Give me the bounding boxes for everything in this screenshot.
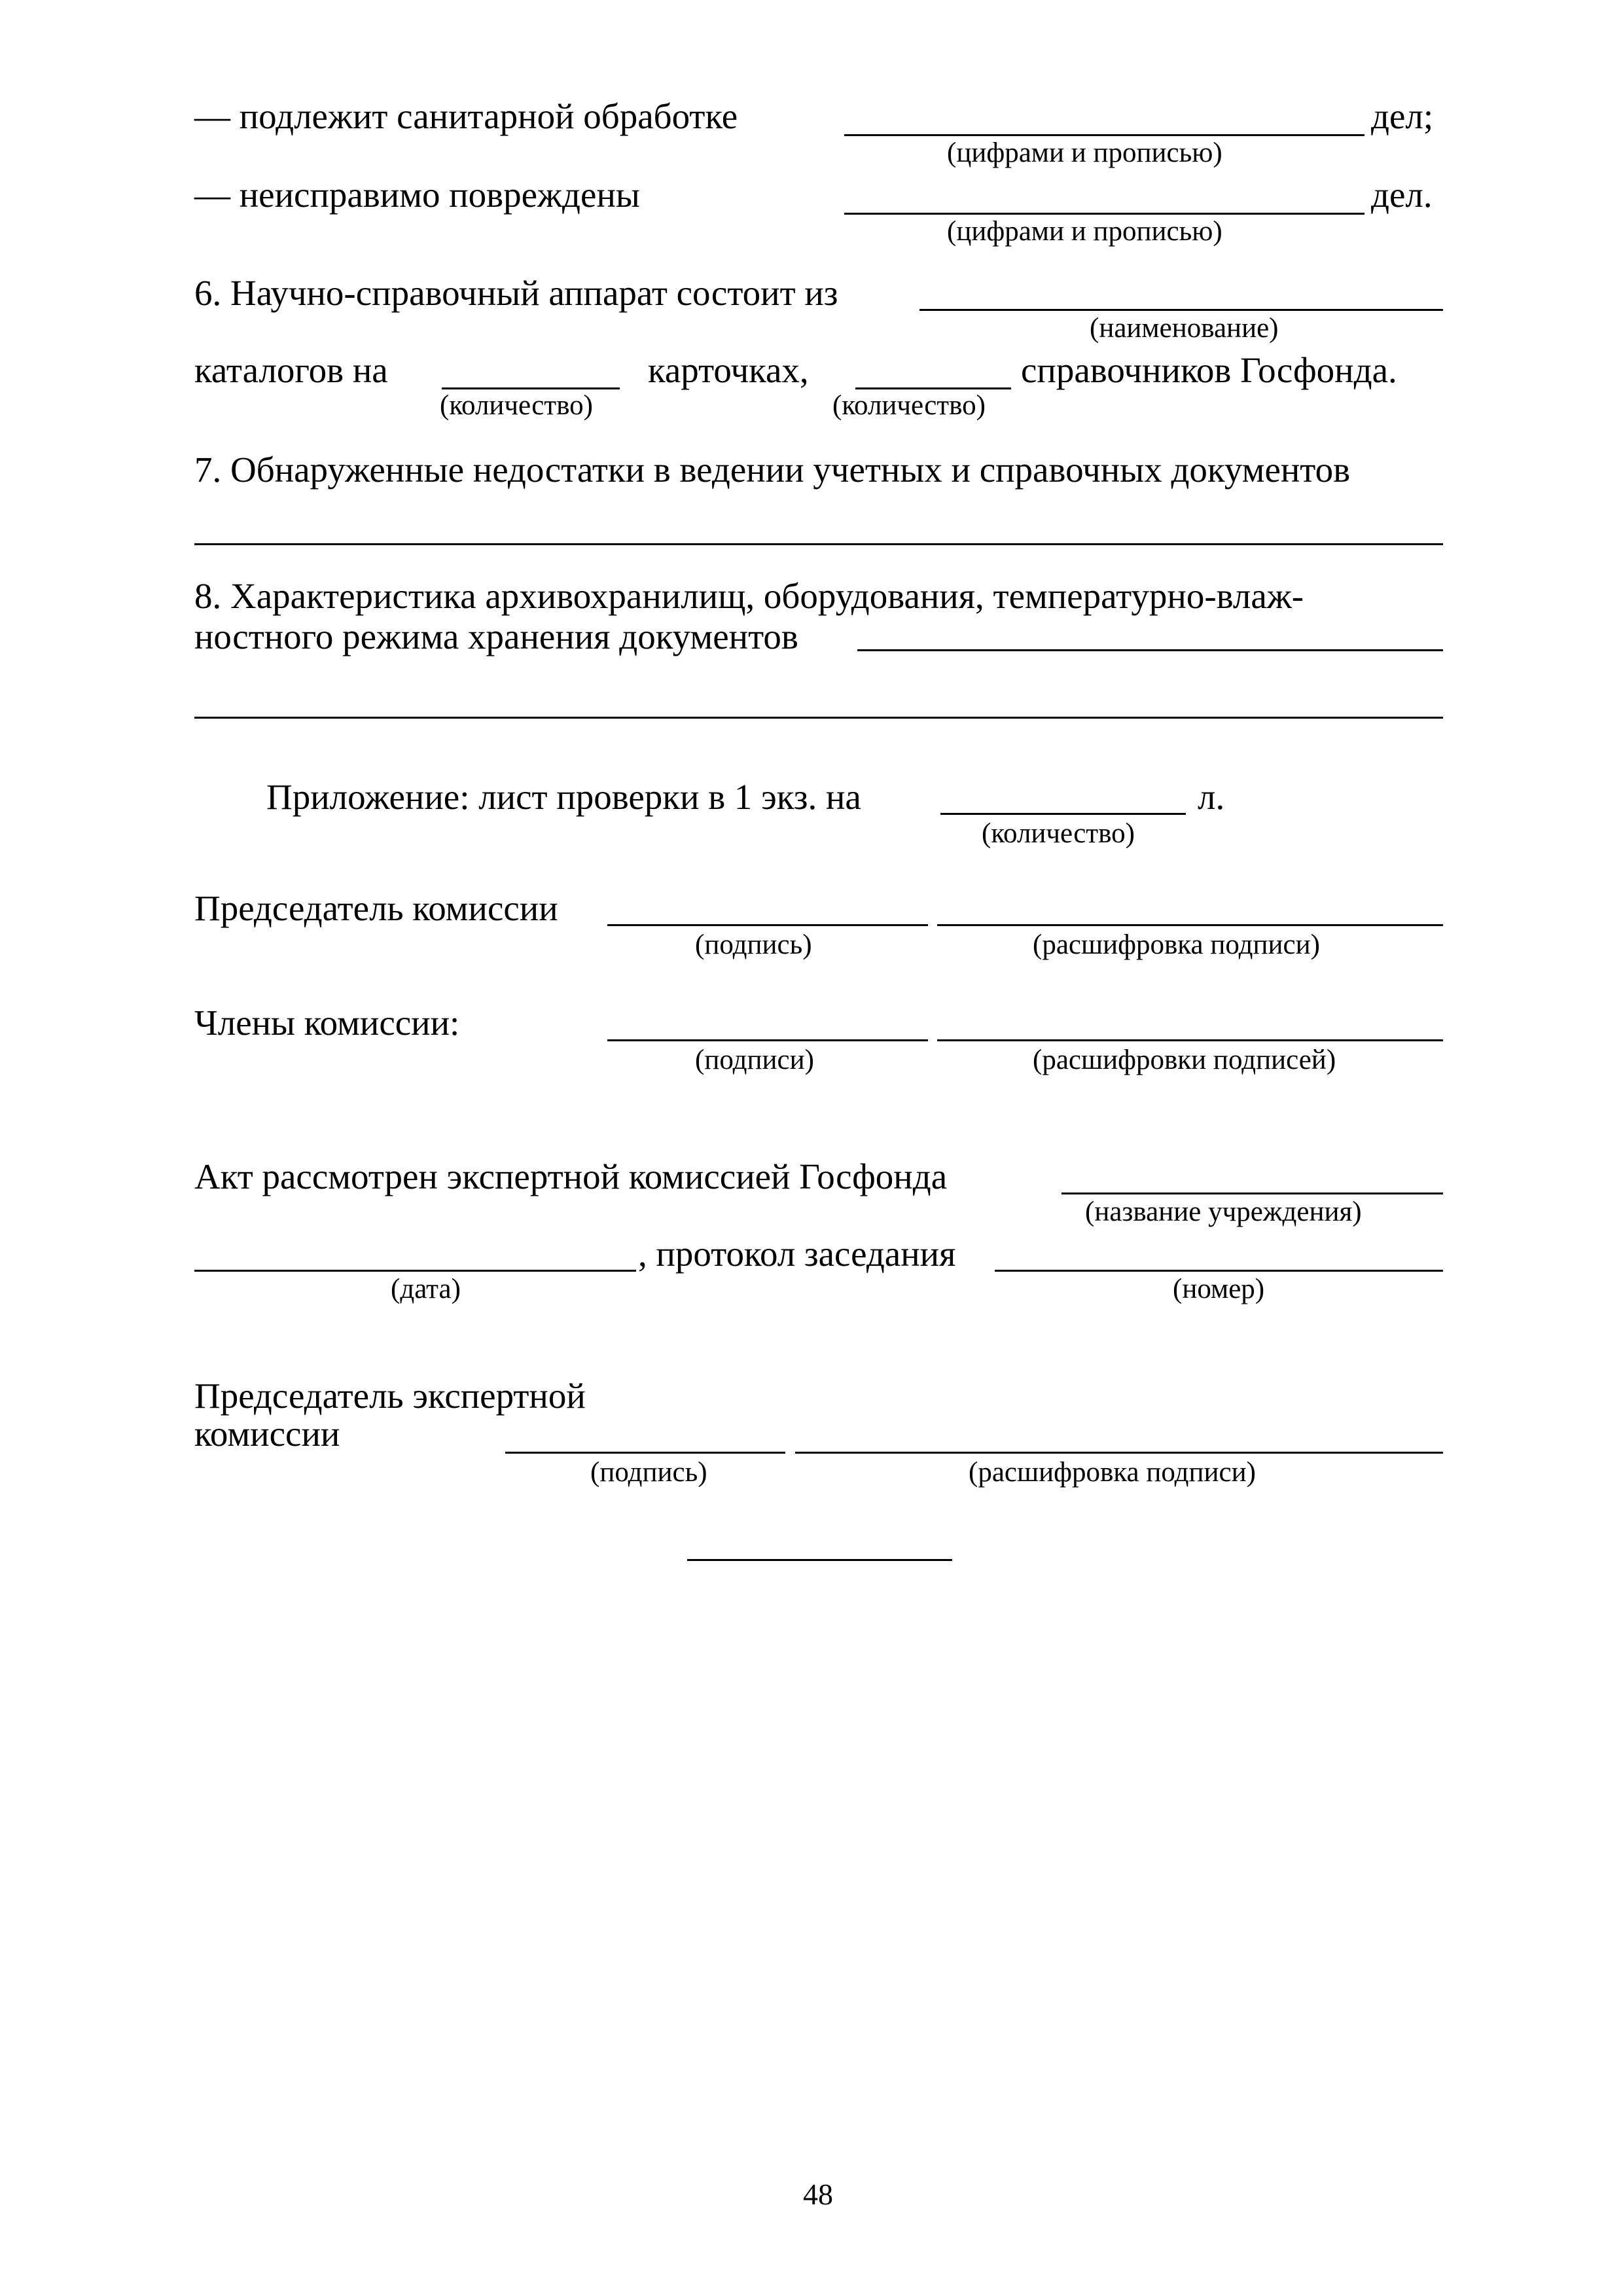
reference-count-field[interactable]	[855, 387, 1011, 389]
section6-name-hint: (наименование)	[1090, 313, 1279, 344]
reference-qty-hint: (количество)	[832, 390, 986, 421]
sanitary-count-field[interactable]	[844, 134, 1364, 136]
apparatus-name-field[interactable]	[919, 309, 1443, 311]
protocol-number-field[interactable]	[995, 1270, 1443, 1272]
chairman-sign-hint: (подпись)	[695, 929, 812, 960]
members-sign-hint: (подписи)	[695, 1045, 814, 1075]
reference-label: справочников Госфонда.	[1021, 350, 1397, 390]
sanitary-label: — подлежит санитарной обработке	[194, 96, 738, 136]
protocol-label: , протокол заседания	[638, 1234, 956, 1274]
expert-chair-decode-hint: (расшифровка подписи)	[969, 1457, 1256, 1488]
members-label: Члены комиссии:	[194, 1003, 460, 1043]
damaged-count-field[interactable]	[844, 213, 1364, 215]
storage-characteristics-field-2[interactable]	[194, 717, 1443, 719]
appendix-unit: л.	[1198, 777, 1225, 817]
expert-chair-signature-field[interactable]	[505, 1452, 785, 1454]
page-number: 48	[803, 2178, 833, 2211]
damaged-hint: (цифрами и прописью)	[947, 216, 1222, 247]
closing-divider	[687, 1559, 952, 1561]
section8-line1: 8. Характеристика архивохранилищ, оборудования, температурно-влаж-	[194, 576, 1304, 616]
appendix-sheets-field[interactable]	[940, 813, 1186, 815]
damaged-label: — неисправимо повреждены	[194, 175, 640, 215]
section7-label: 7. Обнаруженные недостатки в ведении учетных и справочных документов	[194, 450, 1351, 490]
members-signatures-field[interactable]	[607, 1039, 928, 1041]
cards-label: карточках,	[648, 350, 809, 390]
damaged-unit: дел.	[1371, 175, 1433, 215]
section8-line2: ностного режима хранения документов	[194, 617, 798, 656]
chairman-signature-field[interactable]	[607, 924, 928, 926]
appendix-hint: (количество)	[982, 818, 1135, 849]
expert-chair-line1: Председатель экспертной	[194, 1376, 586, 1416]
catalogs-label: каталогов на	[194, 350, 388, 390]
appendix-label: Приложение: лист проверки в 1 экз. на	[266, 777, 861, 817]
sanitary-unit: дел;	[1371, 96, 1434, 136]
section6-label: 6. Научно-справочный аппарат состоит из	[194, 273, 838, 313]
institution-name-field[interactable]	[1061, 1193, 1443, 1194]
date-hint: (дата)	[391, 1274, 461, 1304]
members-names-field[interactable]	[937, 1039, 1443, 1041]
sanitary-hint: (цифрами и прописью)	[947, 137, 1222, 168]
institution-hint: (название учреждения)	[1085, 1196, 1362, 1227]
expert-chair-line2: комиссии	[194, 1414, 340, 1454]
catalog-qty-hint: (количество)	[440, 390, 593, 421]
chairman-label: Председатель комиссии	[194, 888, 558, 928]
review-label: Акт рассмотрен экспертной комиссией Госфонда	[194, 1157, 948, 1196]
members-decode-hint: (расшифровки подписей)	[1033, 1045, 1336, 1075]
expert-chair-sign-hint: (подпись)	[590, 1457, 707, 1488]
expert-chair-name-field[interactable]	[795, 1452, 1443, 1454]
chairman-name-field[interactable]	[937, 924, 1443, 926]
catalog-cards-count-field[interactable]	[442, 387, 620, 389]
storage-characteristics-field[interactable]	[857, 649, 1443, 651]
number-hint: (номер)	[1173, 1274, 1265, 1304]
review-date-field[interactable]	[194, 1270, 636, 1272]
deficiencies-field[interactable]	[194, 543, 1443, 545]
chairman-decode-hint: (расшифровка подписи)	[1033, 929, 1320, 960]
